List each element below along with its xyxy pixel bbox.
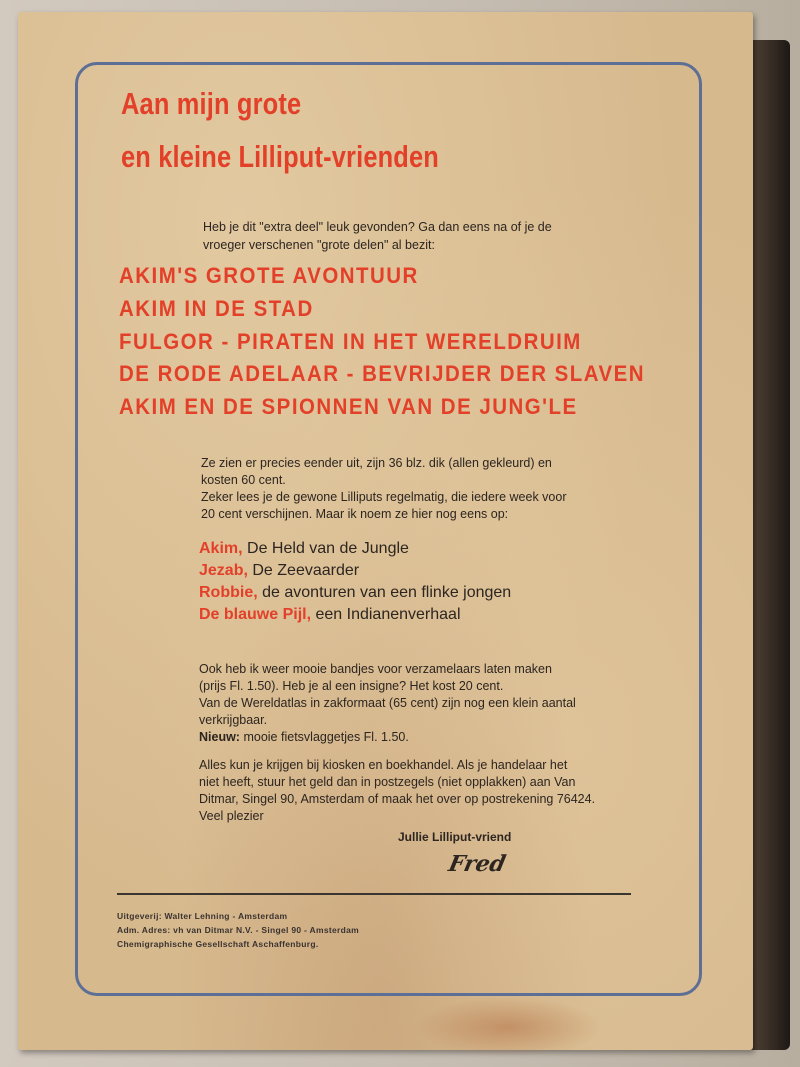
signature-closing: Jullie Lilliput-vriend (398, 830, 512, 844)
description-line-1: Ze zien er precies eender uit, zijn 36 blz. dik (allen gekleurd) en (201, 456, 552, 470)
title-item-2: AKIM IN DE STAD (119, 296, 314, 321)
series-item-blauwe-pijl (199, 606, 461, 624)
extras-new-line (199, 729, 409, 746)
series-name: Robbie, (199, 584, 258, 601)
description-line-3: Zeker lees je de gewone Lilliputs regelmatig, die iedere week voor (201, 490, 567, 504)
intro-line-1: Heb je dit "extra deel" leuk gevonden? Ga dan eens na of je de (203, 220, 552, 234)
new-label: Nieuw: (199, 730, 240, 744)
series-name: De blauwe Pijl, (199, 606, 312, 623)
series-item-robbie (199, 584, 511, 602)
title-item-3: FULGOR - PIRATEN IN HET WERELDRUIM (119, 329, 582, 354)
new-text: mooie fietsvlaggetjes Fl. 1.50. (243, 730, 409, 744)
signature-name: Fred (446, 851, 508, 877)
title-item-1: AKIM'S GROTE AVONTUUR (119, 263, 419, 288)
headline-line-2: en kleine Lilliput-vrienden (121, 139, 440, 174)
series-desc: de avonturen van een flinke jongen (262, 584, 512, 601)
ordering-line-4: Veel plezier (199, 809, 264, 823)
series-name: Jezab, (199, 562, 248, 579)
extras-line-4: verkrijgbaar. (199, 713, 268, 727)
rounded-border-frame (75, 62, 702, 996)
title-item-4: DE RODE ADELAAR - BEVRIJDER DER SLAVEN (119, 361, 646, 386)
ordering-line-1: Alles kun je krijgen bij kiosken en boekhandel. Als je handelaar het (199, 758, 568, 772)
description-line-4: 20 cent verschijnen. Maar ik noem ze hier nog eens op: (201, 507, 509, 521)
footer-divider (117, 893, 631, 895)
footer-publisher: Uitgeverij: Walter Lehning - Amsterdam (117, 911, 288, 921)
title-item-5: AKIM EN DE SPIONNEN VAN DE JUNG'LE (119, 394, 578, 419)
extras-line-1: Ook heb ik weer mooie bandjes voor verzamelaars laten maken (199, 662, 552, 676)
ordering-line-2: niet heeft, stuur het geld dan in postzegels (niet opplakken) aan Van (199, 775, 576, 789)
series-desc: De Held van de Jungle (247, 540, 409, 557)
extras-line-3: Van de Wereldatlas in zakformaat (65 cent) zijn nog een klein aantal (199, 696, 576, 710)
series-item-jezab (199, 562, 359, 580)
paper-stain (413, 997, 603, 1057)
ordering-line-3: Ditmar, Singel 90, Amsterdam of maak het over op postrekening 76424. (199, 792, 596, 806)
footer-address: Adm. Adres: vh van Ditmar N.V. - Singel 90 - Amsterdam (117, 925, 359, 935)
intro-line-2: vroeger verschenen "grote delen" al bezit: (203, 238, 435, 252)
footer-printer: Chemigraphische Gesellschaft Aschaffenburg. (117, 939, 319, 949)
series-desc: een Indianenverhaal (315, 606, 461, 623)
headline-line-1: Aan mijn grote (121, 86, 302, 121)
series-desc: De Zeevaarder (252, 562, 360, 579)
series-name: Akim, (199, 540, 243, 557)
series-item-akim (199, 540, 409, 558)
description-line-2: kosten 60 cent. (201, 473, 286, 487)
extras-line-2: (prijs Fl. 1.50). Heb je al een insigne? Het kost 20 cent. (199, 679, 504, 693)
